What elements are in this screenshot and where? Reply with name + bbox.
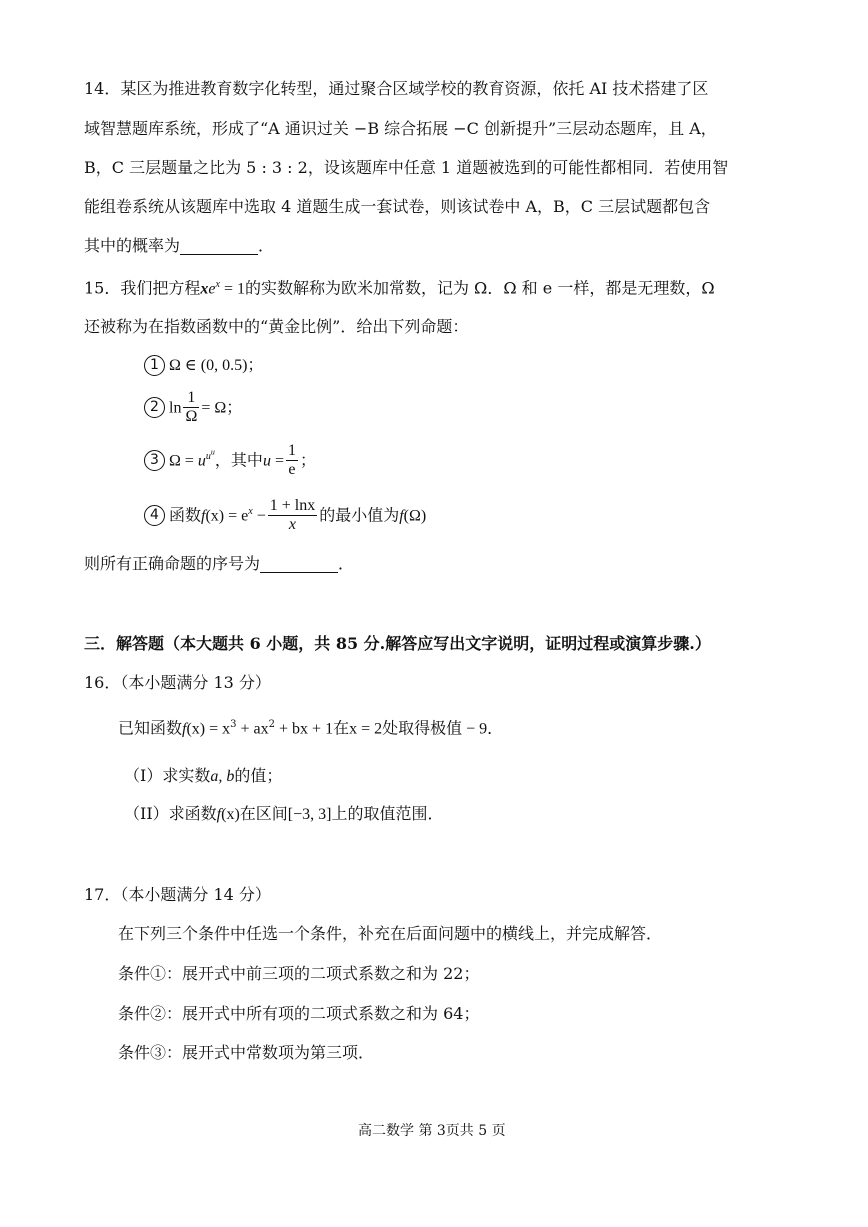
section-3-title: 三．解答题（本大题共 6 小题，共 85 分.解答应写出文字说明，证明过程或演算步骤.） xyxy=(84,634,711,653)
q16-stem-sup1: 3 xyxy=(230,719,237,730)
q16-part2-d: 在区间 xyxy=(239,804,288,823)
q16-part1-b: a, b xyxy=(210,768,235,785)
q16-part2-a: （II）求函数 xyxy=(124,804,217,823)
q17-condition-1: 条件①：展开式中前三项的二项式系数之和为 22； xyxy=(118,964,480,983)
q15-intro: 15．我们把方程 xyxy=(84,278,201,298)
q15-p2-ln: ln xyxy=(169,399,182,417)
q15-line-1-rest: 的实数解称为欧米加常数，记为 Ω．Ω 和 e 一样，都是无理数，Ω xyxy=(244,278,715,298)
q16-stem-f: f xyxy=(182,720,187,738)
q17-header: 17．（本小题满分 14 分） xyxy=(84,885,271,904)
q15-p4-frac-num: 1 + lnx xyxy=(268,497,317,516)
circled-number-1-icon: 1 xyxy=(144,355,165,376)
q15-p3-u-var: u xyxy=(262,452,271,470)
q15-answer-blank[interactable] xyxy=(260,556,338,573)
q15-p2-frac-num: 1 xyxy=(183,389,199,408)
q17-condition-2: 条件②：展开式中所有项的二项式系数之和为 64； xyxy=(118,1004,480,1023)
q15-p3-frac-den: e xyxy=(288,461,296,479)
q16-stem-g: x = 2 xyxy=(349,720,383,738)
q16-part2-b: f xyxy=(216,806,222,823)
q16-part-2 xyxy=(124,806,443,823)
q15-p1-text: Ω ∈ (0, 0.5)； xyxy=(169,357,264,374)
q16-stem-h: 处取得极值 xyxy=(382,718,463,738)
q16-part-1 xyxy=(124,768,282,785)
q15-last-text: 则所有正确命题的序号为 xyxy=(84,554,261,573)
q15-eq-sup: x xyxy=(215,279,220,290)
q15-p4-fx-expr: (x) = e xyxy=(205,507,249,525)
q16-part2-f: 上的取值范围． xyxy=(331,804,444,823)
q15-p4-f: f xyxy=(201,507,206,525)
q15-last-line xyxy=(84,556,354,573)
q16-stem-a: 已知函数 xyxy=(118,718,183,738)
q15-last-end: ． xyxy=(338,554,355,573)
q15-p4-frac-den: x xyxy=(288,516,297,534)
q15-p4-f2: f xyxy=(399,507,404,525)
q14-line-5-text: 其中的概率为 xyxy=(84,236,181,255)
q14-line-3: B，C 三层题量之比为 5 : 3 : 2，设该题库中任意 1 道题被选到的可能性都相同．若使用智 xyxy=(84,158,729,177)
q14-line-1: 14．某区为推进教育数字化转型，通过聚合区域学校的教育资源，依托 AI 技术搭建了区 xyxy=(84,79,709,98)
q15-line-1 xyxy=(84,280,715,297)
q15-p3-where: ，其中 xyxy=(214,450,263,470)
q16-part2-e: [−3, 3] xyxy=(287,806,332,823)
q16-stem-sup2: 2 xyxy=(268,719,276,730)
q15-p3-sup-u2: u xyxy=(210,447,215,457)
q15-eq-x: x xyxy=(200,280,209,298)
q16-stem xyxy=(118,720,503,737)
q15-p3-eq: = xyxy=(270,452,284,470)
q15-p3-omega: Ω = xyxy=(169,452,198,470)
q16-stem-d: + bx + 1 xyxy=(275,720,334,738)
q15-p4-minus: − xyxy=(252,507,266,525)
q15-p4-f-omega: (Ω) xyxy=(403,507,427,525)
q15-proposition-3 xyxy=(144,442,316,480)
q14-line-5-end: ． xyxy=(258,236,275,255)
q15-p4-func-word: 函数 xyxy=(169,505,202,525)
q15-eq-rest: = 1 xyxy=(219,280,245,298)
q15-p2-frac-den: Ω xyxy=(185,408,198,426)
q15-proposition-4 xyxy=(144,497,426,535)
q15-p3-sup xyxy=(205,447,215,463)
q16-stem-b: (x) = x xyxy=(186,720,231,738)
q15-p3-u: u xyxy=(197,452,206,470)
q15-p3-frac-num: 1 xyxy=(286,442,298,461)
q15-p2-fraction xyxy=(183,389,199,427)
q16-stem-c: + ax xyxy=(236,720,269,738)
q14-answer-blank[interactable] xyxy=(180,238,258,255)
q15-p4-sup: x xyxy=(248,506,253,518)
q15-p3-fraction xyxy=(286,442,298,480)
q16-part1-c: 的值； xyxy=(234,766,283,785)
q14-line-2: 域智慧题库系统，形成了“A 通识过关 −B 综合拓展 −C 创新提升”三层动态题库，且 A， xyxy=(84,119,717,138)
q16-stem-i: − 9． xyxy=(462,720,504,738)
q15-p3-sup-u: u xyxy=(205,451,211,463)
q17-condition-3: 条件③：展开式中常数项为第三项． xyxy=(118,1043,375,1062)
q16-header: 16．（本小题满分 13 分） xyxy=(84,673,271,692)
q16-part2-c: (x) xyxy=(221,806,240,823)
q15-line-2: 还被称为在指数函数中的“黄金比例”．给出下列命题： xyxy=(84,317,469,336)
q17-stem: 在下列三个条件中任选一个条件，补充在后面问题中的横线上，并完成解答． xyxy=(118,924,663,943)
q14-line-4: 能组卷系统从该题库中选取 4 道题生成一套试卷，则该试卷中 A，B，C 三层试题都包含 xyxy=(84,197,711,216)
circled-number-3-icon: 3 xyxy=(144,450,165,471)
q15-proposition-1 xyxy=(144,355,263,376)
q15-p3-end: ； xyxy=(299,450,316,470)
q14-line-5 xyxy=(84,238,274,255)
circled-number-2-icon: 2 xyxy=(144,397,165,418)
q15-proposition-2 xyxy=(144,389,242,427)
page-footer: 高二数学 第 3页共 5 页 xyxy=(358,1123,506,1139)
q16-stem-e: 在 xyxy=(333,718,350,738)
q16-part1-a: （I）求实数 xyxy=(124,766,211,785)
q15-p2-rest: = Ω； xyxy=(201,399,243,417)
q15-p4-min-text: 的最小值为 xyxy=(319,505,400,525)
q15-p4-fraction xyxy=(268,497,317,535)
q15-eq-e: e xyxy=(208,280,216,298)
circled-number-4-icon: 4 xyxy=(144,505,165,526)
